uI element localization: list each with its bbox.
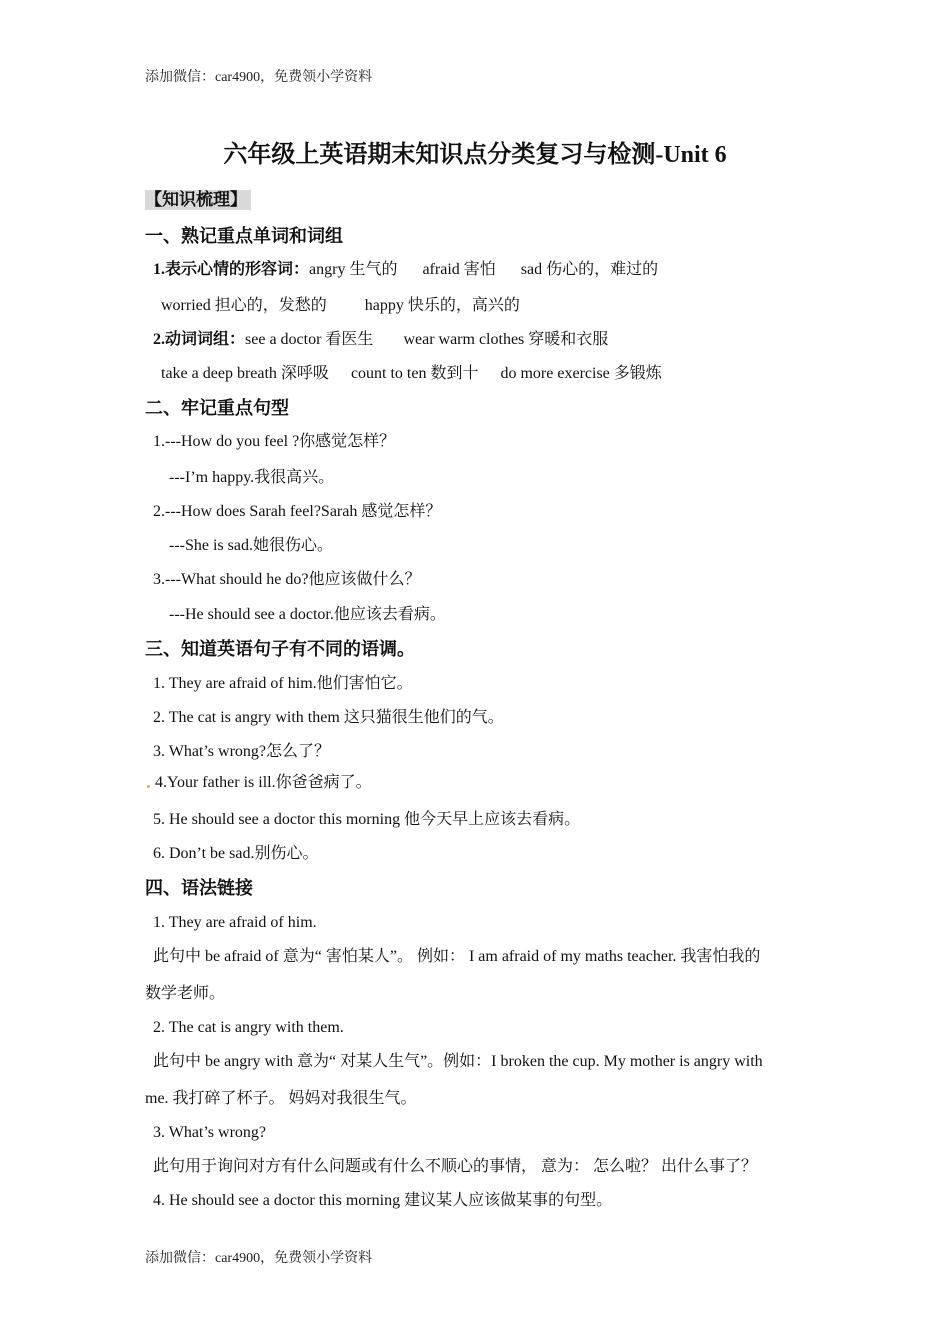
- verbs-label: 2.动词词组：: [153, 331, 246, 348]
- section-2-heading: 二、牢记重点句型: [145, 398, 289, 418]
- document-title: 六年级上英语期末知识点分类复习与检测-Unit 6: [223, 142, 727, 168]
- verb-see-a-doctor: see a doctor 看医生: [245, 331, 374, 348]
- verbs-line-2: [161, 364, 662, 384]
- adjective-sad: sad 伤心的，难过的: [520, 261, 659, 278]
- grammar-explanation-2b: me. 我打碎了杯子。 妈妈对我很生气。: [145, 1090, 417, 1107]
- sentence-q3: 3.---What should he do?他应该做什么？: [153, 571, 421, 588]
- stray-mark: [147, 785, 150, 788]
- adjectives-line-2: [161, 296, 520, 316]
- grammar-explanation-1b: 数学老师。: [145, 985, 226, 1002]
- grammar-point-2: 2. The cat is angry with them.: [153, 1019, 344, 1036]
- intonation-line-3: 3. What’s wrong?怎么了？: [153, 743, 331, 760]
- adjective-happy: happy 快乐的，高兴的: [364, 297, 520, 314]
- grammar-explanation-1a: 此句中 be afraid of 意为“ 害怕某人”。 例如： I am afraid of my maths teacher. 我害怕我的: [153, 948, 761, 965]
- sentence-q1: 1.---How do you feel ?你感觉怎样？: [153, 433, 396, 450]
- grammar-explanation-2a: 此句中 be angry with 意为“ 对某人生气”。例如：I broken the cup. My mother is angry with: [153, 1053, 763, 1070]
- grammar-explanation-3: 此句用于询问对方有什么问题或有什么不顺心的事情， 意为： 怎么啦？ 出什么事了？: [153, 1158, 758, 1175]
- intonation-line-6: 6. Don’t be sad.别伤心。: [153, 845, 319, 862]
- verb-take-a-deep-breath: take a deep breath 深呼吸: [161, 365, 329, 382]
- verb-wear-warm-clothes: wear warm clothes 穿暖和衣服: [403, 331, 609, 348]
- verb-do-more-exercise: do more exercise 多锻炼: [500, 365, 662, 382]
- intonation-line-1: 1. They are afraid of him.他们害怕它。: [153, 675, 413, 692]
- intonation-line-5: 5. He should see a doctor this morning 他今天早上应该去看病。: [153, 811, 581, 828]
- intonation-line-2: 2. The cat is angry with them 这只猫很生他们的气。: [153, 709, 504, 726]
- sentence-a1: ---I’m happy.我很高兴。: [169, 469, 335, 486]
- section-tag: 【知识梳理】: [145, 190, 251, 210]
- sentence-q2: 2.---How does Sarah feel?Sarah 感觉怎样？: [153, 503, 442, 520]
- intonation-line-4: 4.Your father is ill.你爸爸病了。: [155, 774, 372, 791]
- adjectives-label: 1.表示心情的形容词：: [153, 261, 310, 278]
- adjectives-line-1: [153, 260, 658, 280]
- grammar-point-3: 3. What’s wrong?: [153, 1124, 267, 1141]
- adjective-afraid: afraid 害怕: [422, 261, 496, 278]
- section-3-heading: 三、知道英语句子有不同的语调。: [145, 639, 415, 659]
- adjective-angry: angry 生气的: [309, 261, 398, 278]
- adjective-worried: worried 担心的，发愁的: [161, 297, 327, 314]
- grammar-point-4: 4. He should see a doctor this morning 建议某人应该做某事的句型。: [153, 1192, 613, 1209]
- page-footer: 添加微信：car4900，免费领小学资料: [145, 1251, 373, 1266]
- section-1-heading: 一、熟记重点单词和词组: [145, 226, 343, 246]
- grammar-point-1: 1. They are afraid of him.: [153, 914, 317, 931]
- section-4-heading: 四、语法链接: [145, 878, 253, 898]
- page-header: 添加微信：car4900，免费领小学资料: [145, 70, 373, 85]
- verbs-line-1: [153, 330, 608, 350]
- sentence-a2: ---She is sad.她很伤心。: [169, 537, 333, 554]
- sentence-a3: ---He should see a doctor.他应该去看病。: [169, 606, 446, 623]
- verb-count-to-ten: count to ten 数到十: [350, 365, 479, 382]
